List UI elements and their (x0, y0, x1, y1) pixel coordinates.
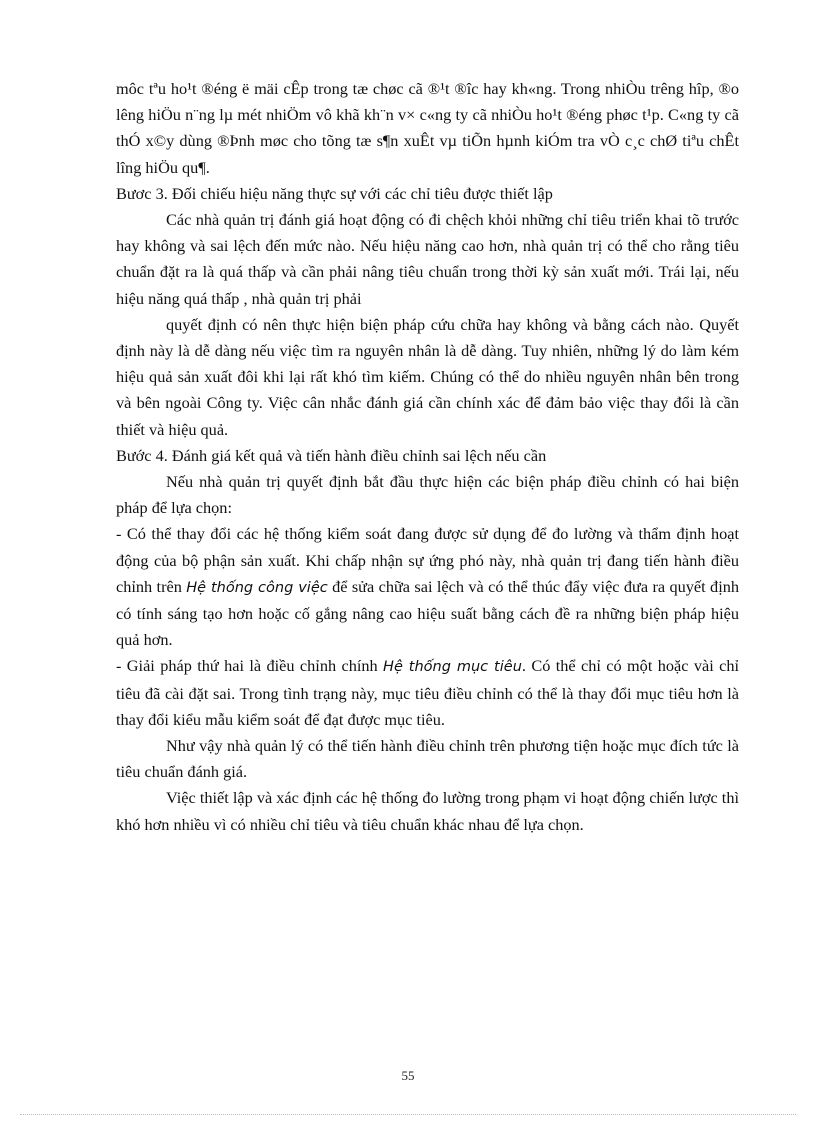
heading-step-3: Bươc 3. Đối chiếu hiệu năng thực sự với các chỉ tiêu được thiết lập (116, 183, 553, 203)
option-1-italic-term: Hệ thống công việc (186, 579, 328, 596)
paragraph-decision: quyết định có nên thực hiện biện pháp cứu chữa hay không và bằng cách nào. Quyết định này là dễ dàng nếu việc tìm ra nguyên nhân là dễ dàng. Tuy nhiên, những lý do làm kém hiệu quả sản xuất đôi khi lại rất khó tìm kiếm. Chúng có thể do nhiều nguyên nhân bên trong và bên ngoài Công ty. Việc cân nhắc đánh giá cần chính xác để đảm bảo việc thay đổi là cần thiết và hiệu quả. (116, 314, 739, 439)
paragraph-two-measures: Nếu nhà quản trị quyết định bắt đầu thực hiện các biện pháp điều chỉnh có hai biện pháp để lựa chọn: (116, 472, 739, 518)
paragraph-garbled-intro: môc tªu ho¹t ®éng ë mäi cÊp trong tæ chøc cã ®¹t ®îc hay kh«ng. Trong nhiÒu trêng hîp, ®o lêng hiÖu n¨ng lµ mét nhiÖm vô khã kh¨n v× c«ng ty cã nhiÒu ho¹t ®éng phøc t¹p. C«ng ty cã thÓ x©y dùng ®Þnh møc cho tõng tæ s¶n xuÊt vµ tiÕn hµnh kiÓm tra vÒ c¸c chØ tiªu chÊt lîng hiÖu qu¶. (116, 79, 739, 177)
page-number: 55 (401, 1068, 415, 1083)
paragraph-adjustment-means: Như vậy nhà quản lý có thể tiến hành điều chỉnh trên phương tiện hoặc mục đích tức là tiêu chuẩn đánh giá. (116, 736, 739, 782)
paragraph-option-1 (116, 521, 739, 653)
option-2-text-after: . Có thể chỉ có một hoặc vài chỉ tiêu đã cài đặt sai. Trong tình trạng này, mục tiêu điều chỉnh có thể là thay đổi mục tiêu hơn là thay đổi kiểu mẫu kiểm soát để đạt được mục tiêu. (116, 656, 740, 729)
option-2-italic-term: Hệ thống mục tiêu (383, 659, 522, 676)
option-1-text-after: để sửa chữa sai lệch và có thể thúc đẩy việc đưa ra quyết định có tính sáng tạo hơn hoặc cố gắng nâng cao hiệu suất bằng cách đề ra những biện pháp hiệu quả hơn. (116, 576, 740, 650)
page-bottom-border (20, 1114, 796, 1115)
paragraph-strategic-measurement: Việc thiết lập và xác định các hệ thống đo lường trong phạm vi hoạt động chiến lược thì khó hơn nhiều vì có nhiều chỉ tiêu và tiêu chuẩn khác nhau để lựa chọn. (116, 788, 739, 834)
paragraph-option-2 (116, 653, 739, 733)
heading-step-4: Bước 4. Đánh giá kết quả và tiến hành điều chỉnh sai lệch nếu cần (116, 445, 547, 465)
option-2-text-before: - Giải pháp thứ hai là điều chỉnh chính (116, 656, 384, 676)
document-body (116, 76, 739, 838)
option-1-text-before: - Có thể thay đổi các hệ thống kiểm soát đang được sử dụng để đo lường và thẩm định hoạt động của bộ phận sản xuất. Khi chấp nhận sự ứng phó này, nhà quản trị đang tiến hành điều chỉnh trên (116, 524, 739, 596)
paragraph-compare-performance: Các nhà quản trị đánh giá hoạt động có đi chệch khỏi những chỉ tiêu triển khai tõ trước hay không và sai lệch đến mức nào. Nếu hiệu năng cao hơn, nhà quản trị có thể cho rằng tiêu chuẩn đặt ra là quá thấp và cần phải nâng tiêu chuẩn trong thời kỳ sản xuất mới. Trái lại, nếu hiệu năng quá thấp , nhà quản trị phải (116, 210, 739, 308)
